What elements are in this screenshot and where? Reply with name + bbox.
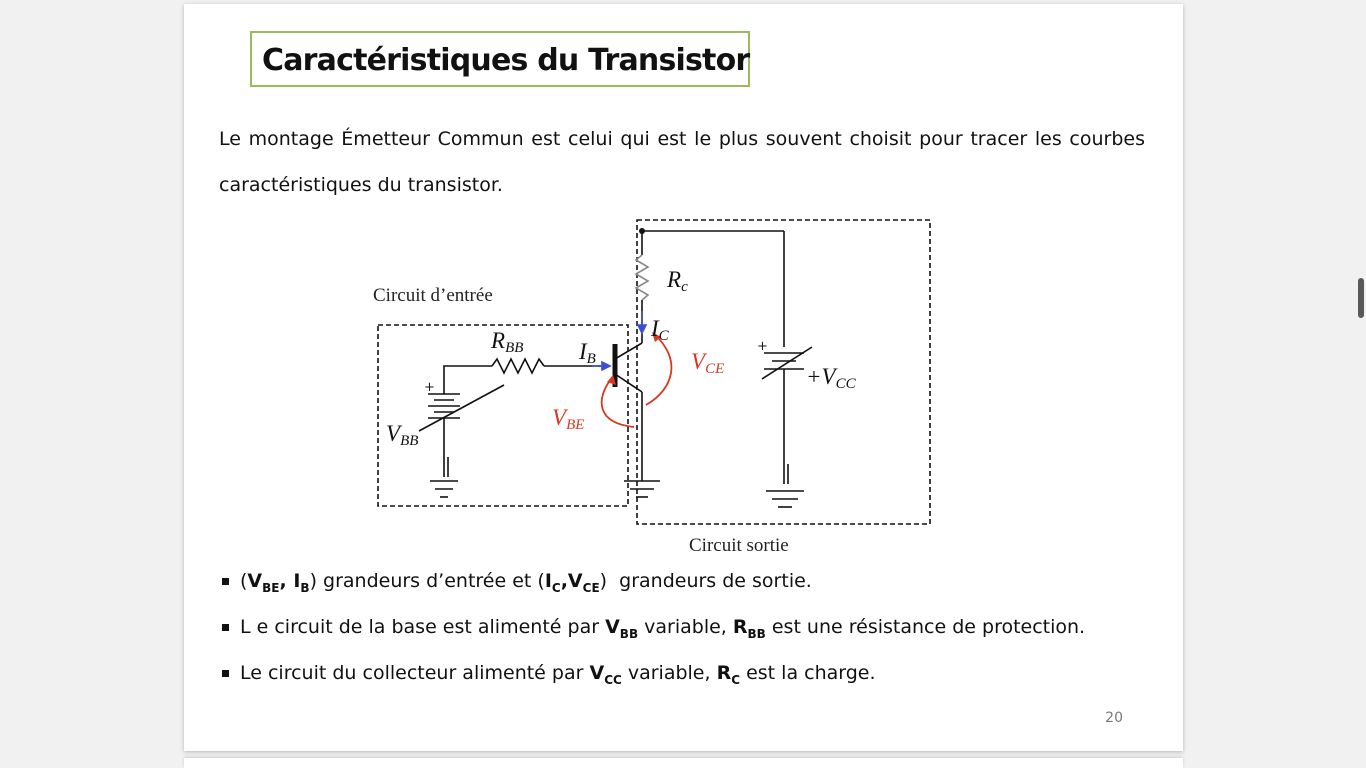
- rbb-label: RBB: [491, 328, 524, 356]
- bullet-subscript: CC: [604, 673, 622, 687]
- vbb-plus-sign: +: [424, 380, 435, 395]
- vertical-scrollbar[interactable]: [1358, 278, 1364, 318]
- bullet-text: (: [240, 570, 248, 592]
- ic-label: IC: [651, 316, 669, 344]
- bullet-subscript: B: [300, 581, 310, 595]
- bullet-text: variable,: [621, 662, 717, 684]
- bullet-square-icon: [222, 624, 229, 631]
- bullet-subscript: C: [551, 581, 561, 595]
- bullet-text: ) grandeurs d’entrée et (: [309, 570, 545, 592]
- title-box: [250, 31, 750, 87]
- bullet-item: [222, 662, 1162, 708]
- bullet-square-icon: [222, 670, 229, 677]
- ic-arrow: [638, 325, 646, 333]
- vbe-label: VBE: [552, 405, 585, 433]
- collector-node: [639, 228, 645, 234]
- bullet-symbol: V: [605, 616, 620, 638]
- ib-label: IB: [579, 339, 596, 367]
- bullet-text: variable,: [638, 616, 733, 638]
- bullet-item: [222, 570, 1162, 616]
- vce-label: VCE: [691, 349, 725, 377]
- bullet-symbol: ,: [279, 570, 294, 592]
- vbe-arrow: [602, 379, 634, 427]
- bullet-symbol: R: [716, 662, 732, 684]
- bullet-symbol: V: [567, 570, 583, 592]
- bullet-text: est une résistance de protection.: [765, 616, 1086, 638]
- page-title: Caractéristiques du Transistor: [262, 43, 750, 78]
- bullet-text: Le circuit du collecteur alimenté par: [240, 662, 590, 684]
- bullet-symbol: V: [589, 662, 605, 684]
- bullet-subscript: BE: [262, 581, 280, 595]
- bullet-item: [222, 616, 1162, 662]
- bullet-symbol: I: [544, 570, 552, 592]
- bullet-text: L e circuit de la base est alimenté par: [240, 616, 606, 638]
- bullet-subscript: BB: [619, 627, 639, 641]
- ib-arrow: [602, 362, 610, 370]
- common-emitter-circuit-diagram: [364, 209, 964, 559]
- bullet-symbol: ,: [560, 570, 568, 592]
- output-circuit-label: Circuit sortie: [689, 535, 789, 556]
- bullet-subscript: BB: [747, 627, 766, 641]
- bullet-list: [222, 570, 1162, 708]
- vcc-label: +VCC: [806, 364, 856, 392]
- next-slide-edge: [184, 758, 1183, 768]
- bullet-square-icon: [222, 578, 229, 585]
- intro-paragraph: Le montage Émetteur Commun est celui qui est le plus souvent choisit pour tracer les courbes caractéristiques du transistor.: [219, 128, 1145, 196]
- vcc-plus-sign: +: [757, 339, 768, 354]
- bullet-symbol: I: [293, 570, 301, 592]
- bullet-symbol: R: [732, 616, 748, 638]
- vbb-label: VBB: [386, 421, 419, 449]
- vcc-variable-arrow: [762, 347, 812, 379]
- rc-label: Rc: [667, 267, 688, 295]
- bullet-text: ) grandeurs de sortie.: [599, 570, 812, 592]
- slide: [184, 4, 1183, 751]
- bullet-text: est la charge.: [740, 662, 876, 684]
- bullet-symbol: V: [247, 570, 263, 592]
- input-circuit-label: Circuit d’entrée: [373, 285, 493, 306]
- vce-arrow: [646, 334, 671, 405]
- page-number: 20: [1105, 710, 1123, 726]
- bullet-subscript: C: [731, 673, 741, 687]
- input-wire-top: [444, 366, 492, 394]
- rbb-resistor: [492, 359, 544, 373]
- bullet-subscript: CE: [582, 581, 600, 595]
